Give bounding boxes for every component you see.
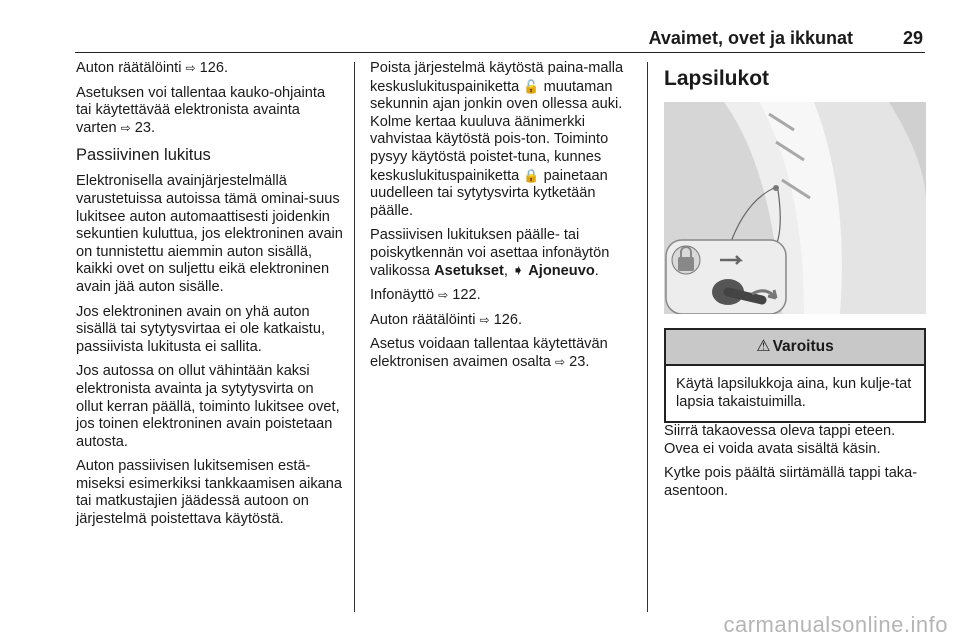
reference-arrow-icon: ⇨: [185, 61, 196, 75]
header-title: Avaimet, ovet ja ikkunat: [648, 28, 853, 48]
menu-path-settings: Asetukset: [434, 262, 504, 279]
paragraph: Auton passiivisen lukitsemisen estä-miseksi esimerkiksi tankkaamisen aikana tai matkustajien jäädessä autoon on järjestelmä poistettava käytöstä.: [76, 458, 343, 528]
paragraph: Auton räätälöinti ⇨ 126.: [370, 311, 523, 328]
lock-icon: 🔒: [523, 167, 540, 183]
paragraph: Infonäyttö ⇨ 122.: [370, 287, 481, 304]
child-lock-door-icon: [664, 102, 926, 314]
reference-arrow-icon: ⇨: [438, 288, 449, 303]
paragraph: Kytke pois päältä siirtämällä tappi taka-asentoon.: [664, 465, 918, 499]
warning-box: [664, 328, 926, 423]
paragraph: Siirrä takaovessa oleva tappi eteen. Ovea ei voida avata sisältä käsin.: [664, 423, 896, 457]
page-number: 29: [902, 28, 923, 48]
page-reference: 23.: [134, 119, 156, 136]
child-lock-illustration: [664, 102, 926, 314]
page-header: [75, 26, 925, 53]
column-divider: [354, 62, 355, 612]
column-divider: [647, 62, 648, 612]
paragraph: Asetus voidaan tallentaa käytettävän elektronisen avaimen osalta ⇨ 23.: [370, 336, 608, 370]
paragraph: Passiivisen lukituksen päälle- tai poiskytkennän voi asettaa infonäytön valikossa Asetukset, ➧ Ajoneuvo.: [370, 227, 610, 279]
menu-arrow-icon: ➧: [511, 262, 525, 279]
column-2: [370, 60, 642, 379]
page-reference: 126.: [493, 311, 523, 328]
warning-title: Varoitus: [772, 338, 834, 356]
warning-header: [666, 330, 924, 366]
column-1: [76, 60, 344, 536]
page-reference: 23.: [569, 353, 590, 370]
menu-path-vehicle: Ajoneuvo: [528, 262, 595, 279]
subsection-heading: Passiivinen lukitus: [76, 146, 211, 165]
column-3: [664, 60, 926, 508]
paragraph: Jos autossa on ollut vähintään kaksi elektronista avainta ja sytytysvirta on ollut kerran päällä, toiminto lukitsee ovet, jos toinen elektroninen avain poistetaan autosta.: [76, 363, 340, 450]
paragraph: Asetuksen voi tallentaa kauko-ohjainta tai käytettävää elektronista avainta varten ⇨ 23.: [76, 84, 326, 136]
watermark: carmanualsonline.info: [723, 612, 948, 637]
unlock-icon: 🔓: [523, 78, 540, 94]
section-heading: Lapsilukot: [664, 67, 770, 90]
paragraph: Elektronisella avainjärjestelmällä varustetuissa autoissa tämä ominai-suus lukitsee auton automaattisesti joidenkin sekuntien kuluttua, jos elektroninen avain on tunnistettu aiemmin auton sisällä, kaikki ovet on suljettu eikä elektroninen avain jää auton sisälle.: [76, 173, 343, 295]
page-reference: 126.: [199, 60, 229, 76]
paragraph: Auton räätälöinti ⇨ 126.: [76, 60, 229, 76]
warning-icon: ⚠: [756, 338, 771, 356]
paragraph: Jos elektroninen avain on yhä auton sisällä tai sytytysvirtaa ei ole katkaistu, passiivista lukitusta ei sallita.: [76, 303, 325, 355]
paragraph: Poista järjestelmä käytöstä paina-malla keskuslukituspainiketta 🔓 muutaman sekunnin ajan jonkin oven ollessa auki. Kolme kertaa kuuluva äänimerkki vahvistaa käytöstä pois-ton. Toiminto pysyy käytöstä poistet-tuna, kunnes keskuslukituspainiketta 🔒 painetaan uudelleen tai sytytysvirta kytketään päälle.: [370, 60, 624, 219]
page-reference: 122.: [452, 287, 481, 304]
warning-text: Käytä lapsilukkoja aina, kun kulje-tat lapsia takaistuimilla.: [676, 376, 912, 410]
reference-arrow-icon: ⇨: [479, 312, 490, 327]
reference-arrow-icon: ⇨: [554, 354, 566, 369]
reference-arrow-icon: ⇨: [120, 120, 131, 135]
